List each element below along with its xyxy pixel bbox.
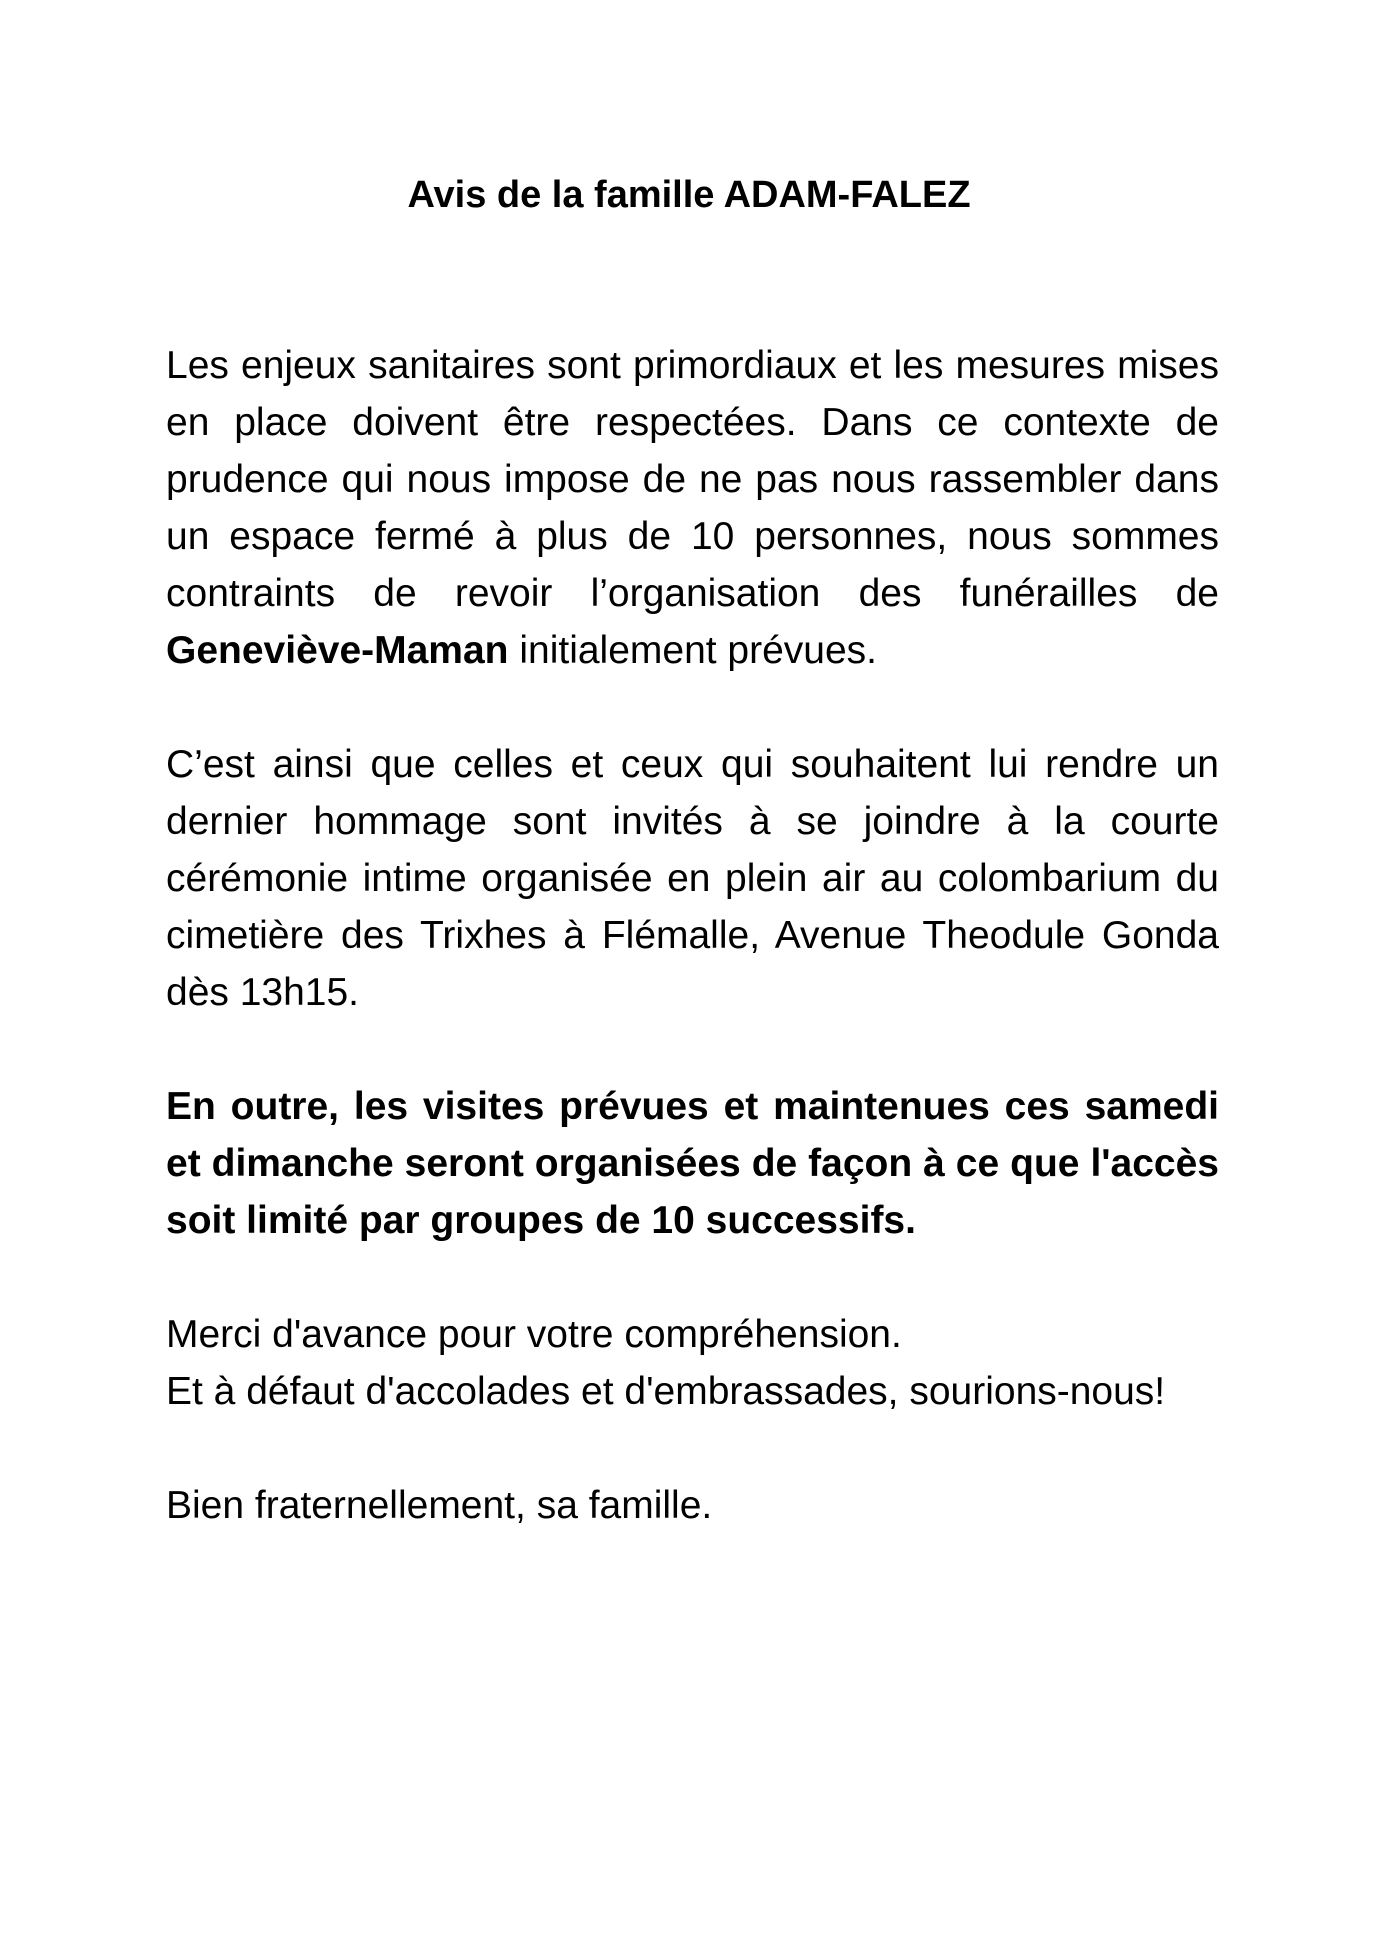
document-body (166, 337, 1219, 1534)
deceased-name: Geneviève-Maman (166, 629, 509, 672)
closing-signature: Bien fraternellement, sa famille. (166, 1484, 713, 1527)
smile-line: Et à défaut d'accolades et d'embrassades, sourions-nous! (166, 1370, 1166, 1413)
paragraph-visits-notice: En outre, les visites prévues et maintenues ces samedi et dimanche seront organisées de façon à ce que l'accès soit limité par groupes de 10 successifs. (166, 1085, 1219, 1242)
document-title: Avis de la famille ADAM-FALEZ (407, 174, 971, 216)
thanks-line: Merci d'avance pour votre compréhension. (166, 1313, 902, 1356)
paragraph-ceremony-details: C’est ainsi que celles et ceux qui souhaitent lui rendre un dernier hommage sont invités à se joindre à la courte cérémonie intime organisée en plein air au colombarium du cimetière des Trixhes à Flémalle, Avenue Theodule Gonda dès 13h15. (166, 743, 1219, 1014)
paragraph-health-measures-end: initialement prévues. (508, 629, 878, 672)
paragraph-health-measures-text: Les enjeux sanitaires sont primordiaux et les mesures mises en place doivent être respectées. Dans ce contexte de prudence qui nous impose de ne pas nous rassembler dans un espace fermé à plus de 10 personnes, nous sommes contraints de revoir l’organisation des funérailles de (166, 344, 1219, 615)
paragraph-health-measures (166, 337, 1219, 679)
paragraph-thanks (166, 1306, 1219, 1420)
